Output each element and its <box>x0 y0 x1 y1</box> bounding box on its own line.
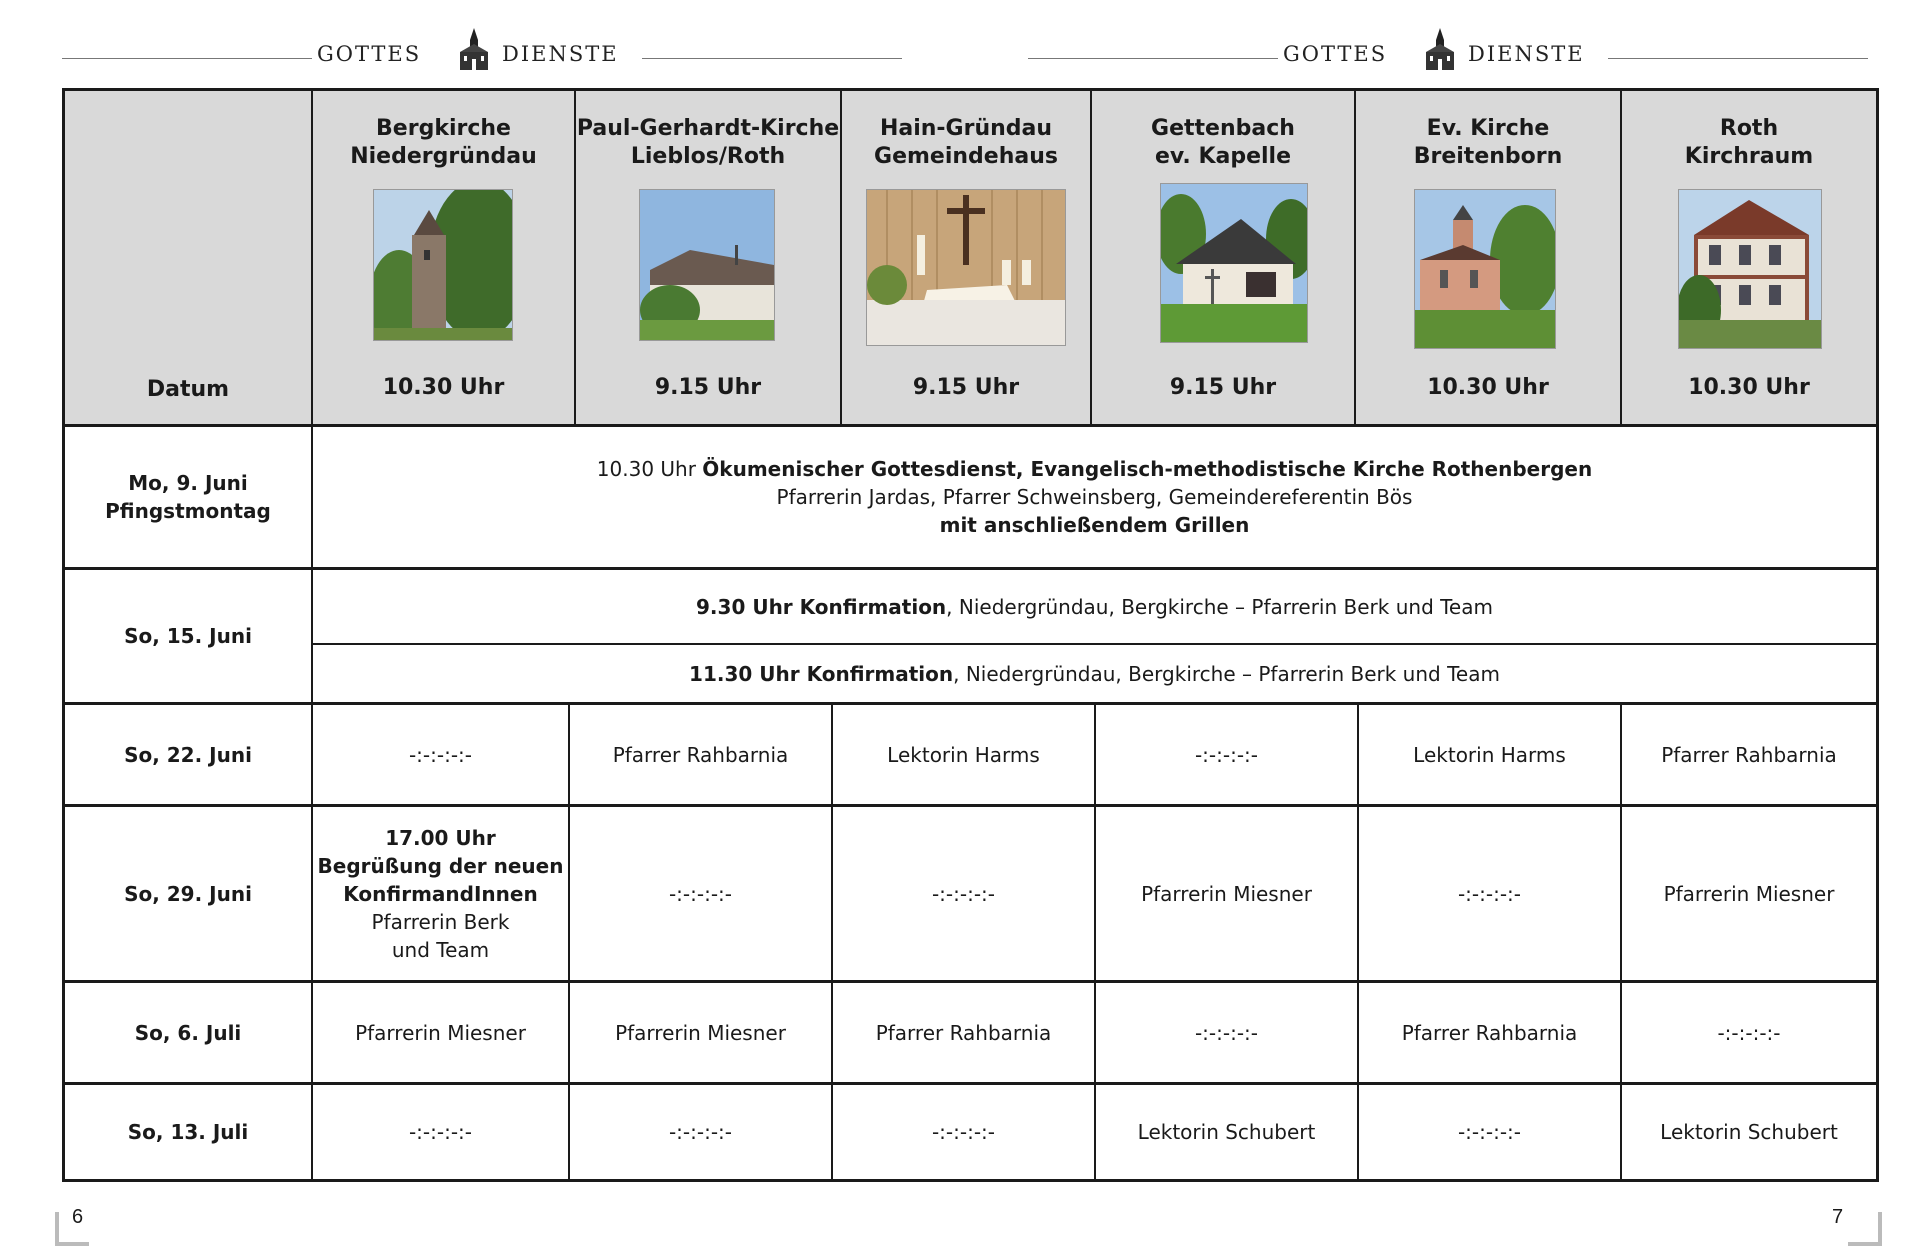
page-number-left: 6 <box>72 1206 84 1228</box>
schedule-cell: -:-:-:-:- <box>1357 807 1620 980</box>
schedule-cell: Pfarrerin Miesner <box>568 983 831 1082</box>
service-title: 9.30 Uhr Konfirmation <box>696 594 947 619</box>
church-photo <box>1414 189 1556 349</box>
header-location-breitenborn <box>1354 91 1620 424</box>
schedule-cell: -:-:-:-:- <box>1094 705 1357 804</box>
schedule-cell: -:-:-:-:- <box>311 705 568 804</box>
table-row <box>65 702 1876 804</box>
schedule-cell: Lektorin Harms <box>831 705 1094 804</box>
date-cell <box>65 807 311 980</box>
table-row <box>65 980 1876 1082</box>
service-time-text: 10.30 Uhr <box>596 457 703 481</box>
schedule-cell: Pfarrerin Miesner <box>311 983 568 1082</box>
banner-right <box>1028 36 1868 76</box>
date-label: So, 13. Juli <box>127 1120 249 1144</box>
service-time: 10.30 Uhr <box>1688 375 1810 400</box>
date-cell <box>65 705 311 804</box>
date-cell <box>65 570 311 702</box>
location-name: Gettenbach <box>1151 116 1295 141</box>
schedule-cell: -:-:-:-:- <box>1620 983 1876 1082</box>
header-location-roth <box>1620 91 1876 424</box>
service-title: 11.30 Uhr Konfirmation <box>689 661 954 686</box>
service-title: Ökumenischer Gottesdienst, Evangelisch-methodistische Kirche Rothenbergen <box>702 457 1593 481</box>
schedule-cell: Pfarrer Rahbarnia <box>568 705 831 804</box>
location-name: Paul-Gerhardt-Kirche <box>576 116 840 141</box>
header-location-gettenbach <box>1090 91 1354 424</box>
service-time-text: 17.00 Uhr <box>385 825 496 850</box>
banner-word-dienste: DIENSTE <box>502 42 619 66</box>
service-time: 10.30 Uhr <box>382 375 505 400</box>
schedule-cell: Lektorin Harms <box>1357 705 1620 804</box>
service-time: 9.15 Uhr <box>1169 375 1277 400</box>
table-row <box>65 567 1876 702</box>
location-subname: Lieblos/Roth <box>630 144 786 169</box>
schedule-cell: Pfarrer Rahbarnia <box>1620 705 1876 804</box>
schedule-cell: -:-:-:-:- <box>311 1085 568 1179</box>
date-cell <box>65 427 311 567</box>
banner-rule <box>1608 58 1868 59</box>
service-note: mit anschließendem Grillen <box>939 513 1250 537</box>
schedule-cell: -:-:-:-:- <box>568 1085 831 1179</box>
table-row <box>65 427 1876 567</box>
service-details: , Niedergründau, Bergkirche – Pfarrerin Berk und Team <box>953 661 1500 686</box>
table-row <box>65 804 1876 980</box>
schedule-cell: Pfarrer Rahbarnia <box>831 983 1094 1082</box>
merged-service-cell <box>311 570 1876 643</box>
schedule-cell: -:-:-:-:- <box>568 807 831 980</box>
table-row <box>65 1082 1876 1179</box>
location-subname: Kirchraum <box>1684 144 1814 169</box>
service-title: KonfirmandInnen <box>343 881 538 906</box>
location-subname: Breitenborn <box>1413 144 1563 169</box>
service-title: Begrüßung der neuen <box>317 853 564 878</box>
date-cell <box>65 983 311 1082</box>
corner-mark <box>1848 1212 1882 1246</box>
banner-left <box>62 36 902 76</box>
service-officiants: und Team <box>391 937 490 962</box>
date-label: So, 29. Juni <box>124 881 252 906</box>
service-schedule-table <box>62 88 1879 1182</box>
church-icon <box>454 26 494 74</box>
table-header <box>65 91 1876 427</box>
banner-rule <box>1028 58 1278 59</box>
date-label: Mo, 9. Juni <box>128 471 248 495</box>
holiday-label: Pfingstmontag <box>105 499 271 523</box>
service-time: 9.15 Uhr <box>654 375 762 400</box>
banner-rule <box>642 58 902 59</box>
altar-photo <box>866 189 1066 346</box>
schedule-cell: Pfarrer Rahbarnia <box>1357 983 1620 1082</box>
location-name: Bergkirche <box>376 116 511 141</box>
service-officiants: Pfarrerin Berk <box>371 909 510 934</box>
schedule-cell: -:-:-:-:- <box>1357 1085 1620 1179</box>
building-photo <box>1678 189 1822 349</box>
service-officiants: Pfarrerin Jardas, Pfarrer Schweinsberg, Gemeindereferentin Bös <box>776 485 1413 509</box>
schedule-cell: -:-:-:-:- <box>1094 983 1357 1082</box>
church-photo <box>373 189 513 341</box>
church-icon <box>1420 26 1460 74</box>
banner-word-gottes: GOTTES <box>317 42 422 66</box>
service-time: 10.30 Uhr <box>1427 375 1549 400</box>
schedule-cell: Lektorin Schubert <box>1094 1085 1357 1179</box>
header-datum-cell <box>65 91 311 424</box>
schedule-cell: Pfarrerin Miesner <box>1620 807 1876 980</box>
header-location-hain-gruendau <box>840 91 1090 424</box>
page-number-right: 7 <box>1832 1206 1844 1228</box>
location-name: Hain-Gründau <box>879 116 1053 141</box>
date-label: So, 22. Juni <box>124 742 252 767</box>
header-location-paul-gerhardt <box>574 91 840 424</box>
header-location-bergkirche <box>311 91 574 424</box>
datum-label: Datum <box>146 377 230 402</box>
merged-service-cell <box>311 643 1876 702</box>
schedule-cell: Pfarrerin Miesner <box>1094 807 1357 980</box>
location-subname: Gemeindehaus <box>874 144 1058 169</box>
service-time: 9.15 Uhr <box>912 375 1020 400</box>
schedule-cell: -:-:-:-:- <box>831 1085 1094 1179</box>
location-subname: Niedergründau <box>350 144 537 169</box>
location-subname: ev. Kapelle <box>1154 144 1292 169</box>
merged-service-cell <box>311 427 1876 567</box>
schedule-cell: Lektorin Schubert <box>1620 1085 1876 1179</box>
banner-word-gottes: GOTTES <box>1283 42 1388 66</box>
date-label: So, 6. Juli <box>134 1020 242 1045</box>
location-name: Roth <box>1719 116 1779 141</box>
date-cell <box>65 1085 311 1179</box>
location-name: Ev. Kirche <box>1426 116 1550 141</box>
date-label: So, 15. Juni <box>124 624 252 648</box>
service-details: , Niedergründau, Bergkirche – Pfarrerin Berk und Team <box>946 594 1493 619</box>
banner-rule <box>62 58 312 59</box>
schedule-cell: -:-:-:-:- <box>831 807 1094 980</box>
banner-word-dienste: DIENSTE <box>1468 42 1585 66</box>
schedule-cell-special <box>311 807 568 980</box>
chapel-photo <box>1160 183 1308 343</box>
church-photo <box>639 189 775 341</box>
